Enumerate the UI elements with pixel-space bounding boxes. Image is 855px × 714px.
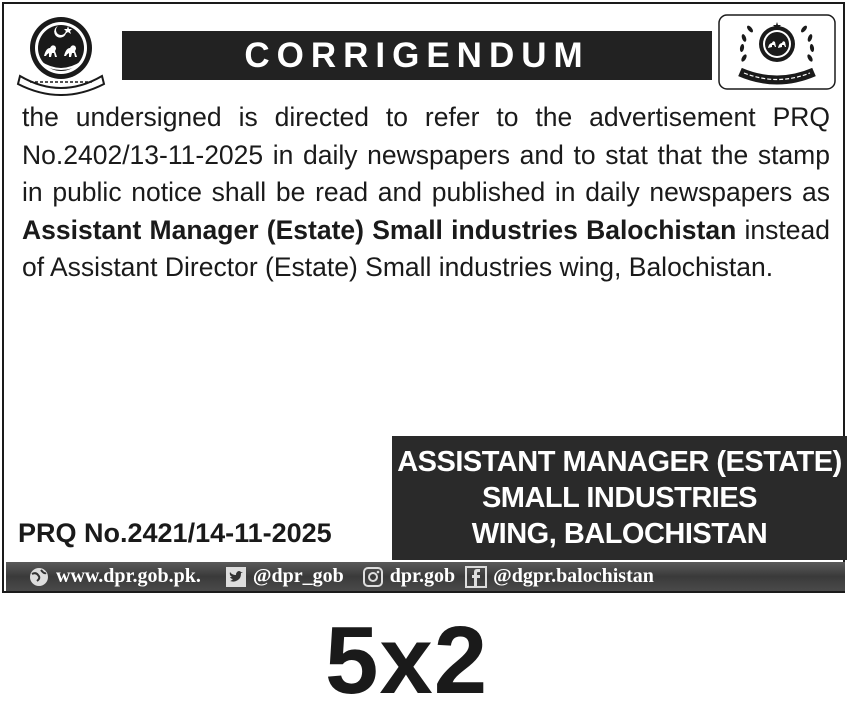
footer-instagram[interactable] xyxy=(362,565,455,588)
facebook-icon xyxy=(465,566,487,588)
footer-twitter[interactable] xyxy=(225,565,344,588)
footer-facebook-text: @dgpr.balochistan xyxy=(493,565,654,587)
balochistan-emblem-logo xyxy=(14,12,108,96)
footer-facebook[interactable] xyxy=(465,565,654,588)
signature-block xyxy=(392,436,847,560)
footer-twitter-text: @dpr_gob xyxy=(252,565,344,587)
signature-line-1: ASSISTANT MANAGER (ESTATE) xyxy=(397,446,842,478)
notice-body xyxy=(22,99,830,287)
ad-size-label: 5x2 xyxy=(325,607,489,714)
footer-website-text: www.dpr.gob.pk. xyxy=(56,565,201,587)
public-notice xyxy=(2,2,845,593)
body-text-bold: Assistant Manager (Estate) Small industries Balochistan xyxy=(22,214,737,245)
footer-website[interactable] xyxy=(28,565,201,588)
footer-contact-bar xyxy=(6,562,845,591)
body-text-part1: the undersigned is directed to refer to the advertisement PRQ No.2402/13-11-2025 in daily newspapers and to stat that the stamp in public notice shall be read and published in daily newspapers as xyxy=(22,102,830,208)
globe-icon xyxy=(28,566,50,588)
body-text-part2: instead of Assistant Director (Estate) Small industries wing, Balochistan. xyxy=(22,214,830,283)
signature-line-3: WING, BALOCHISTAN xyxy=(471,518,768,550)
page-title: CORRIGENDUM xyxy=(244,35,590,75)
instagram-icon xyxy=(362,566,384,588)
twitter-icon xyxy=(225,566,247,588)
prq-number: PRQ No.2421/14-11-2025 xyxy=(18,518,332,548)
signature-line-2: SMALL INDUSTRIES xyxy=(481,482,758,514)
footer-instagram-text: dpr.gob xyxy=(389,565,456,587)
dgpr-emblem-logo xyxy=(718,14,836,90)
title-banner xyxy=(122,31,712,80)
